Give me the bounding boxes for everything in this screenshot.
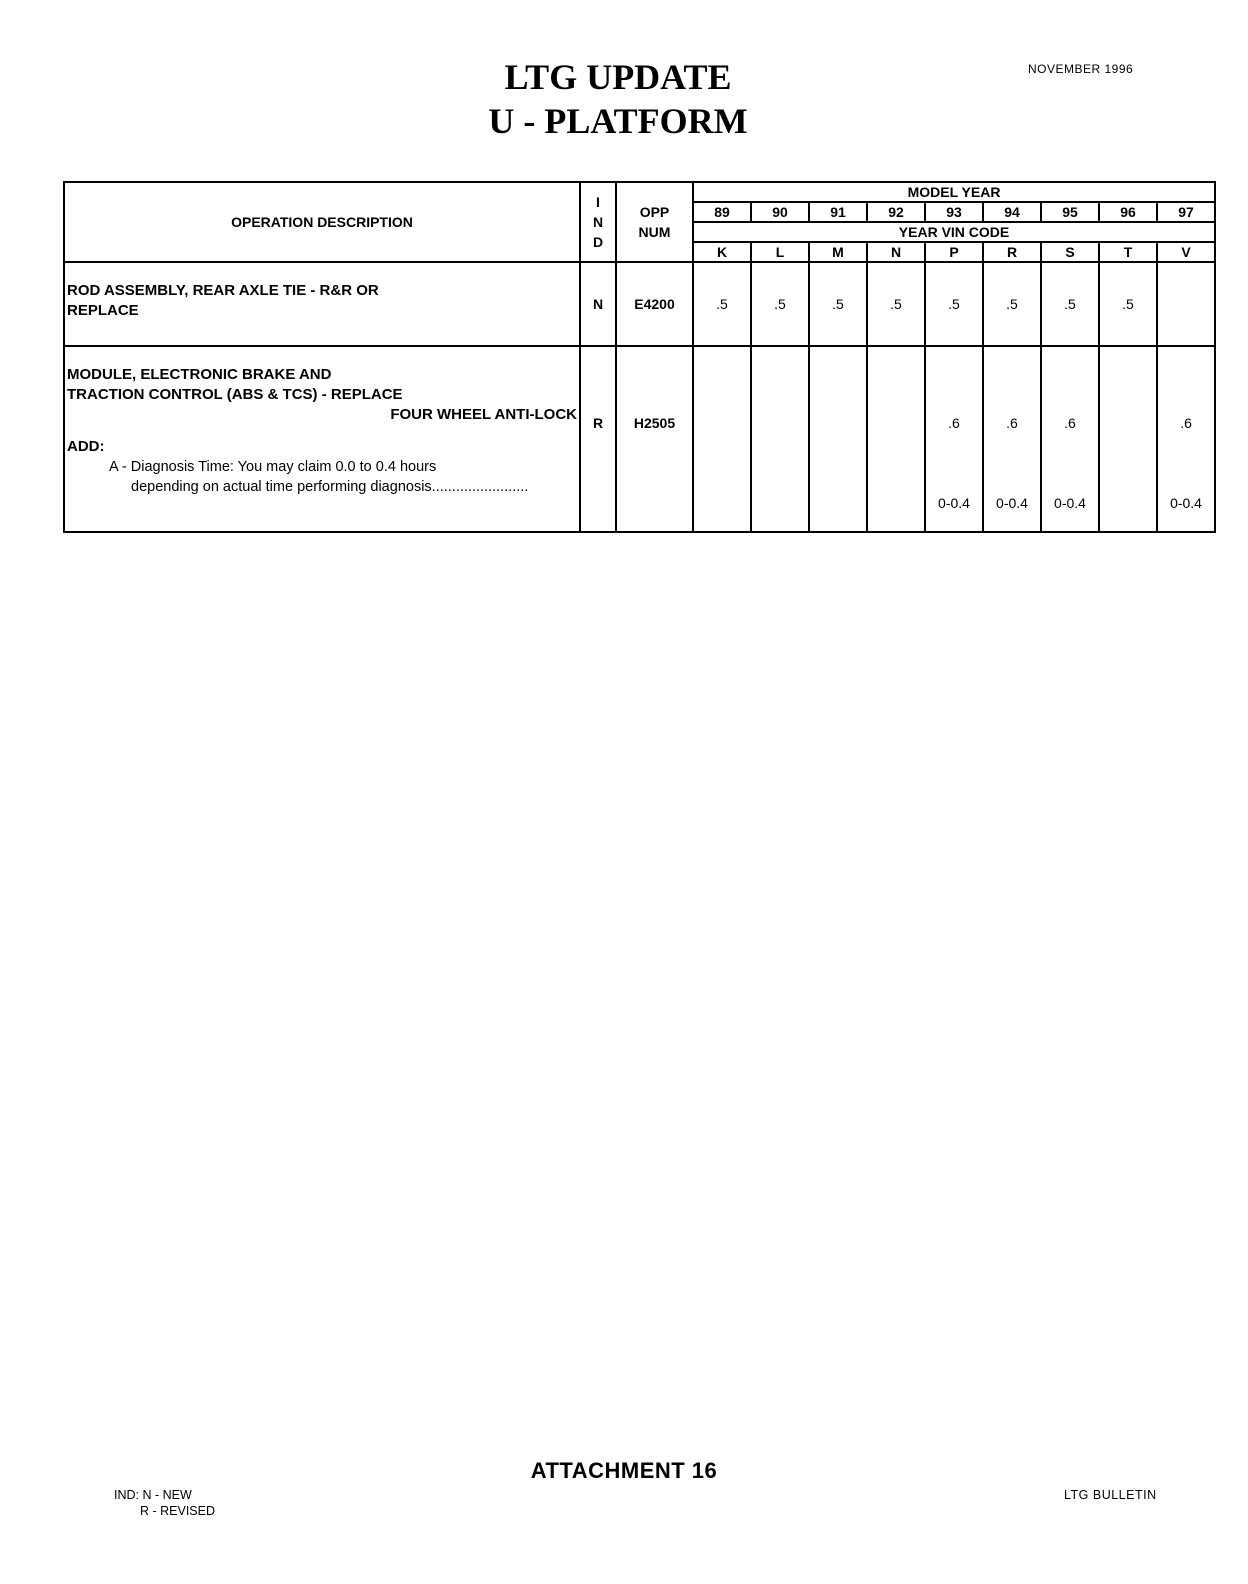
diag-time-value: 0-0.4 — [938, 495, 970, 511]
labor-time-table — [63, 181, 1216, 533]
table-row — [64, 346, 1215, 532]
time-cell: .5 — [809, 262, 867, 346]
vin-code-cell: M — [809, 242, 867, 262]
model-year-header: MODEL YEAR — [693, 182, 1215, 202]
vin-code-cell: T — [1099, 242, 1157, 262]
time-cell — [1157, 262, 1215, 346]
time-cell: .5 — [693, 262, 751, 346]
time-cell: .5 — [751, 262, 809, 346]
time-cell: .5 — [1041, 262, 1099, 346]
vin-code-header: YEAR VIN CODE — [693, 222, 1215, 242]
opp-num-cell: E4200 — [616, 262, 693, 346]
opp-value: H2505 — [633, 415, 676, 431]
time-value: .6 — [1180, 415, 1192, 431]
ind-cell: N — [580, 262, 616, 346]
vin-code-cell: V — [1157, 242, 1215, 262]
diag-time-value: 0-0.4 — [1054, 495, 1086, 511]
time-cell — [925, 346, 983, 532]
operation-description-header: OPERATION DESCRIPTION — [64, 182, 580, 262]
time-value: .6 — [1006, 415, 1018, 431]
time-cell: .5 — [983, 262, 1041, 346]
time-value: .6 — [948, 415, 960, 431]
legend-revised: R - REVISED — [140, 1504, 216, 1518]
time-cell — [751, 346, 809, 532]
year-cell: 97 — [1157, 202, 1215, 222]
description-line: REPLACE — [67, 302, 139, 319]
document-date: NOVEMBER 1996 — [1028, 62, 1134, 76]
opp-num-cell — [616, 346, 693, 532]
description-line: ROD ASSEMBLY, REAR AXLE TIE - R&R OR — [67, 282, 379, 299]
year-cell: 95 — [1041, 202, 1099, 222]
note-line: A - Diagnosis Time: You may claim 0.0 to 0.4 hours — [109, 459, 437, 475]
time-cell — [867, 346, 925, 532]
vin-code-cell: R — [983, 242, 1041, 262]
page-subtitle: U - PLATFORM — [488, 101, 748, 141]
diag-time-value: 0-0.4 — [996, 495, 1028, 511]
vin-code-cell: P — [925, 242, 983, 262]
time-cell — [693, 346, 751, 532]
time-cell: .5 — [867, 262, 925, 346]
diag-time-value: 0-0.4 — [1170, 495, 1202, 511]
ind-header-letter: D — [592, 234, 604, 250]
vin-code-cell: L — [751, 242, 809, 262]
note-line: depending on actual time performing diagnosis........................ — [131, 479, 529, 495]
vin-code-cell: S — [1041, 242, 1099, 262]
year-cell: 91 — [809, 202, 867, 222]
operation-description — [64, 262, 580, 346]
add-label: ADD: — [67, 438, 105, 455]
legend-new: IND: N - NEW — [114, 1488, 192, 1502]
vin-code-cell: K — [693, 242, 751, 262]
description-subline: FOUR WHEEL ANTI-LOCK — [390, 406, 577, 423]
time-cell: .5 — [925, 262, 983, 346]
ind-cell — [580, 346, 616, 532]
description-line: TRACTION CONTROL (ABS & TCS) - REPLACE — [67, 386, 403, 403]
page-title: LTG UPDATE — [504, 57, 732, 97]
table-row — [64, 262, 1215, 346]
time-cell — [983, 346, 1041, 532]
vin-code-cell: N — [867, 242, 925, 262]
year-cell: 96 — [1099, 202, 1157, 222]
description-line: MODULE, ELECTRONIC BRAKE AND — [67, 366, 332, 383]
ind-header-letter: N — [592, 214, 604, 230]
time-cell — [1041, 346, 1099, 532]
ind-value: R — [592, 415, 604, 431]
year-cell: 94 — [983, 202, 1041, 222]
year-cell: 90 — [751, 202, 809, 222]
ind-header-letter: I — [596, 194, 600, 210]
year-cell: 89 — [693, 202, 751, 222]
opp-header-line: NUM — [638, 224, 671, 240]
attachment-label: ATTACHMENT 16 — [530, 1458, 718, 1483]
year-cell: 92 — [867, 202, 925, 222]
time-cell — [1157, 346, 1215, 532]
time-cell: .5 — [1099, 262, 1157, 346]
operation-description — [64, 346, 580, 532]
bulletin-label: LTG BULLETIN — [1064, 1488, 1157, 1502]
opp-header-line: OPP — [639, 204, 670, 220]
time-cell — [809, 346, 867, 532]
time-cell — [1099, 346, 1157, 532]
ind-header — [580, 182, 616, 262]
year-cell: 93 — [925, 202, 983, 222]
time-value: .6 — [1064, 415, 1076, 431]
opp-num-header — [616, 182, 693, 262]
